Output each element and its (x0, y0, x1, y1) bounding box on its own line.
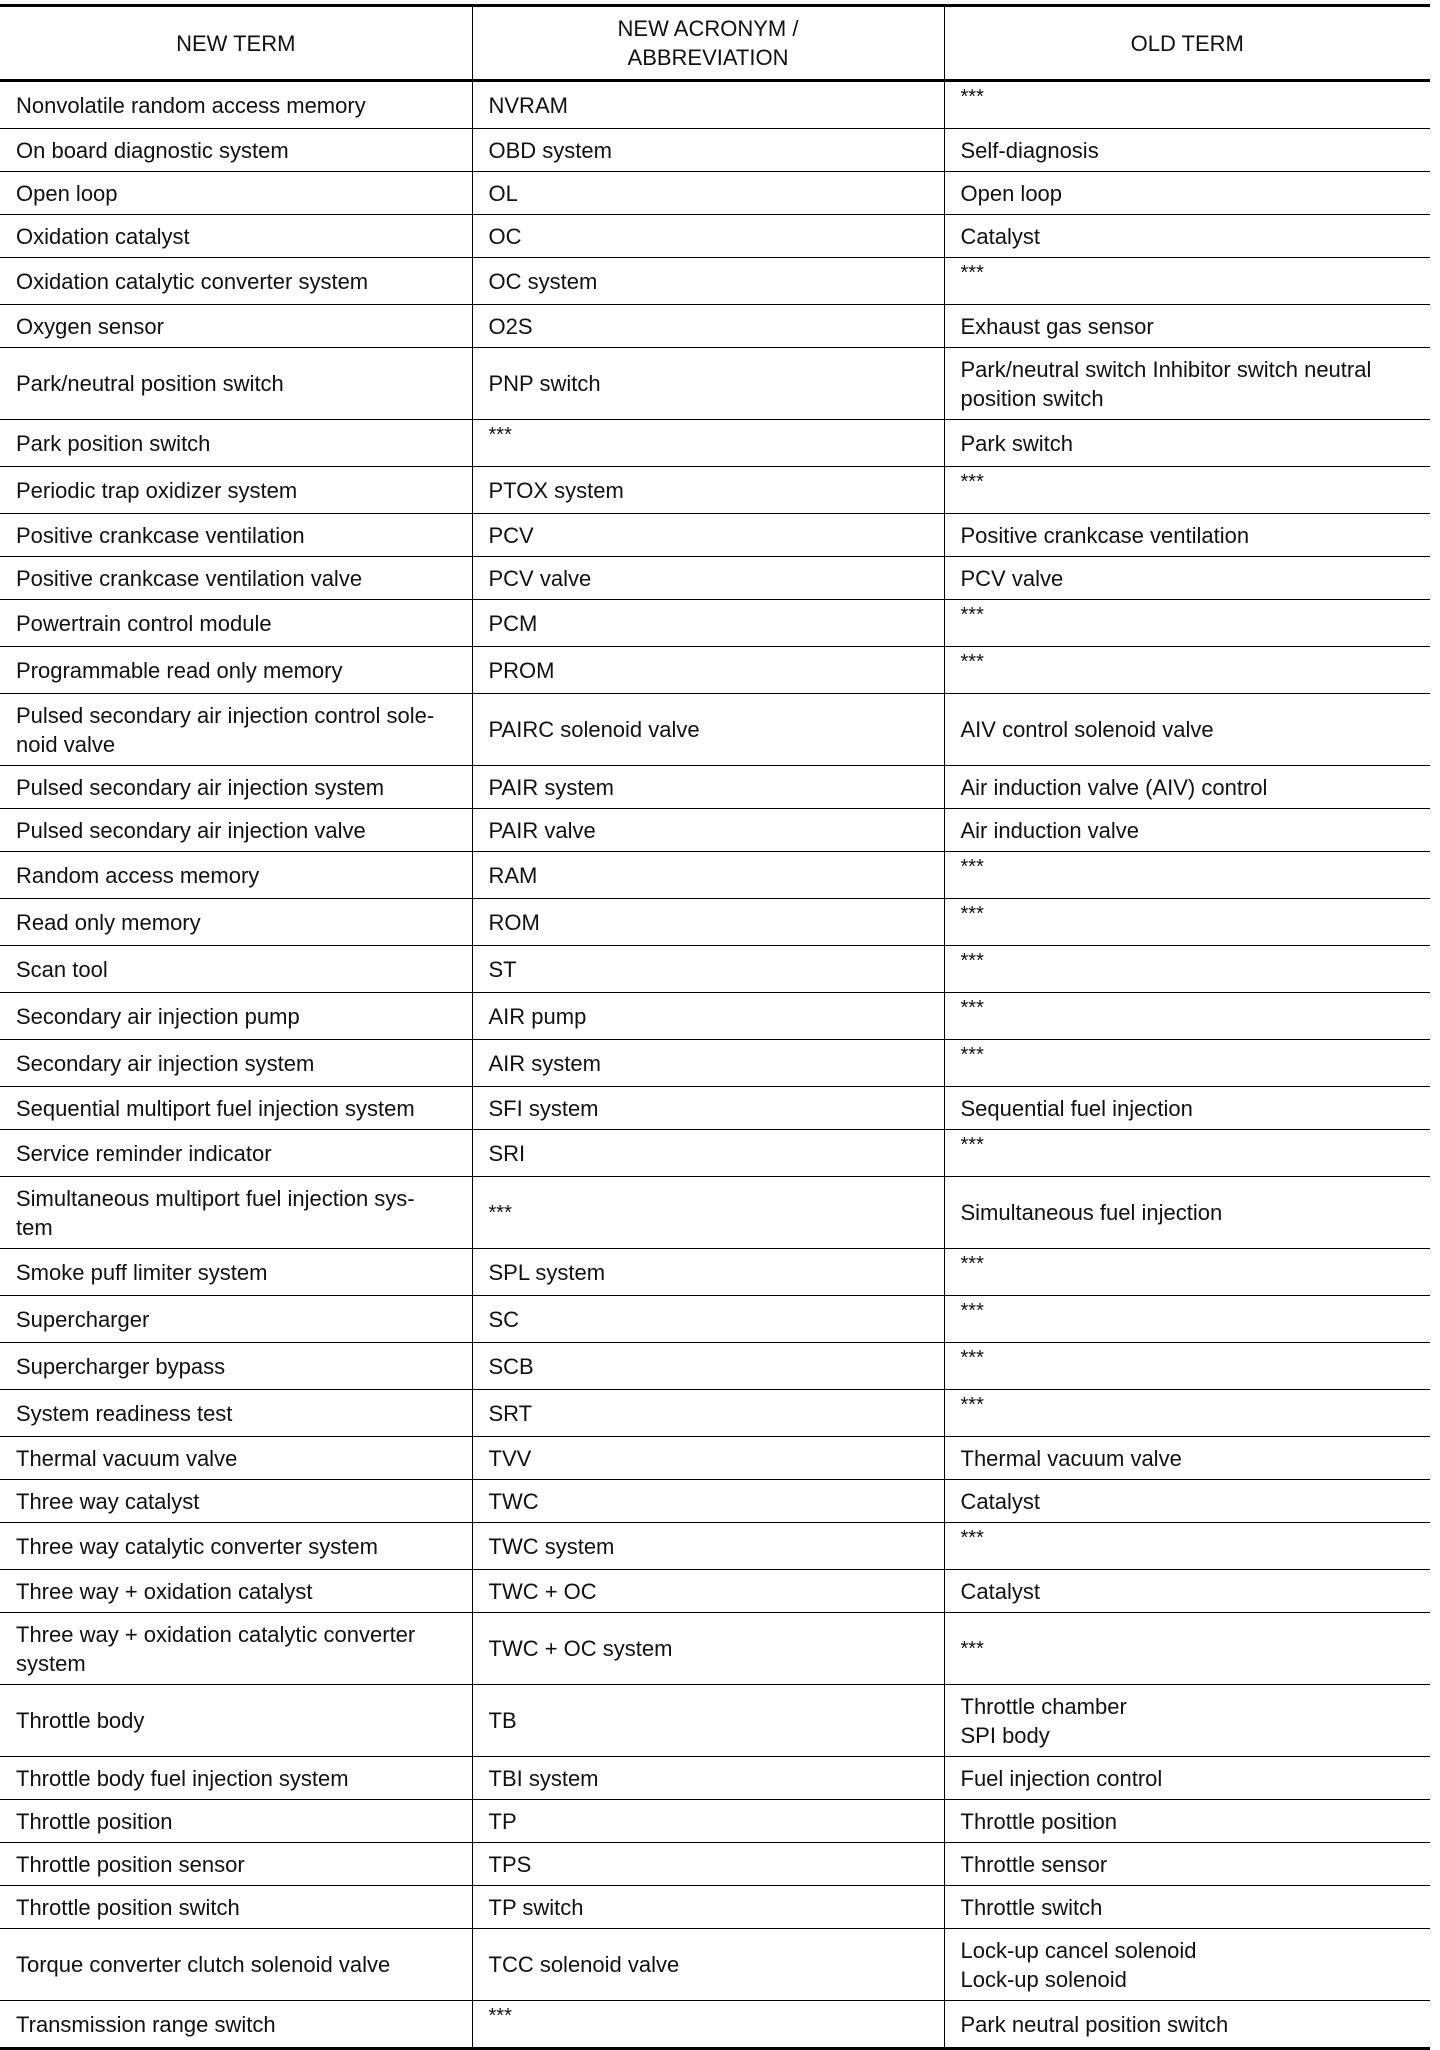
table-row (0, 809, 1430, 852)
acronym-cell: RAM (472, 852, 944, 899)
table-row (0, 993, 1430, 1040)
new-term-cell: Transmission range switch (0, 2001, 472, 2049)
old-term-cell: Park switch (944, 420, 1430, 467)
table-row (0, 1480, 1430, 1523)
table-row (0, 1177, 1430, 1249)
acronym-cell: SC (472, 1296, 944, 1343)
acronym-cell: ROM (472, 899, 944, 946)
new-term-cell: Smoke puff limiter system (0, 1249, 472, 1296)
table-row (0, 467, 1430, 514)
old-term-cell: *** (944, 1343, 1430, 1390)
old-term-cell: Park/neutral switch Inhibitor switch neutral position switch (944, 348, 1430, 420)
table-row (0, 215, 1430, 258)
acronym-cell: OBD system (472, 129, 944, 172)
table-row (0, 600, 1430, 647)
new-term-cell: Park/neutral position switch (0, 348, 472, 420)
acronym-cell: SCB (472, 1343, 944, 1390)
acronym-cell: OC system (472, 258, 944, 305)
old-term-cell: PCV valve (944, 557, 1430, 600)
old-term-cell: *** (944, 993, 1430, 1040)
table-row (0, 1757, 1430, 1800)
table-row (0, 1886, 1430, 1929)
acronym-cell: SRT (472, 1390, 944, 1437)
new-term-cell: Three way + oxidation catalytic converter system (0, 1613, 472, 1685)
header-new-acronym: NEW ACRONYM / ABBREVIATION (472, 6, 944, 81)
table-row (0, 766, 1430, 809)
acronym-cell: TWC + OC (472, 1570, 944, 1613)
new-term-cell: Secondary air injection system (0, 1040, 472, 1087)
new-term-cell: Oxidation catalyst (0, 215, 472, 258)
acronym-cell: TWC (472, 1480, 944, 1523)
new-term-cell: Throttle position sensor (0, 1843, 472, 1886)
acronym-cell: NVRAM (472, 81, 944, 129)
new-term-cell: Programmable read only memory (0, 647, 472, 694)
old-term-cell: Throttle sensor (944, 1843, 1430, 1886)
old-term-cell: *** (944, 946, 1430, 993)
acronym-cell: TB (472, 1685, 944, 1757)
old-term-cell: *** (944, 1390, 1430, 1437)
table-row (0, 514, 1430, 557)
old-term-cell: Air induction valve (944, 809, 1430, 852)
table-body (0, 81, 1430, 2049)
table-row (0, 81, 1430, 129)
acronym-cell: TCC solenoid valve (472, 1929, 944, 2001)
table-row (0, 899, 1430, 946)
old-term-cell: Park neutral position switch (944, 2001, 1430, 2049)
new-term-cell: Throttle position (0, 1800, 472, 1843)
new-term-cell: Oxidation catalytic converter system (0, 258, 472, 305)
new-term-cell: Thermal vacuum valve (0, 1437, 472, 1480)
acronym-cell: PTOX system (472, 467, 944, 514)
new-term-cell: Simultaneous multiport fuel injection sys- tem (0, 1177, 472, 1249)
new-term-cell: Torque converter clutch solenoid valve (0, 1929, 472, 2001)
acronym-cell: PROM (472, 647, 944, 694)
table-row (0, 1390, 1430, 1437)
new-term-cell: Service reminder indicator (0, 1130, 472, 1177)
acronym-cell: TPS (472, 1843, 944, 1886)
table-row (0, 1040, 1430, 1087)
new-term-cell: System readiness test (0, 1390, 472, 1437)
acronym-cell: TVV (472, 1437, 944, 1480)
table-row (0, 1249, 1430, 1296)
acronym-cell: AIR pump (472, 993, 944, 1040)
new-term-cell: Powertrain control module (0, 600, 472, 647)
table-row (0, 647, 1430, 694)
old-term-cell: Sequential fuel injection (944, 1087, 1430, 1130)
new-term-cell: Sequential multiport fuel injection system (0, 1087, 472, 1130)
acronym-cell: SFI system (472, 1087, 944, 1130)
old-term-cell: *** (944, 467, 1430, 514)
new-term-cell: Throttle position switch (0, 1886, 472, 1929)
new-term-cell: Secondary air injection pump (0, 993, 472, 1040)
terms-table (0, 4, 1430, 2050)
acronym-cell: PCV (472, 514, 944, 557)
old-term-cell: Throttle chamber SPI body (944, 1685, 1430, 1757)
acronym-cell: PCM (472, 600, 944, 647)
new-term-cell: Positive crankcase ventilation valve (0, 557, 472, 600)
old-term-cell: AIV control solenoid valve (944, 694, 1430, 766)
old-term-cell: *** (944, 1040, 1430, 1087)
acronym-cell: PAIR valve (472, 809, 944, 852)
old-term-cell: Catalyst (944, 1480, 1430, 1523)
new-term-cell: Pulsed secondary air injection valve (0, 809, 472, 852)
table-row (0, 1613, 1430, 1685)
old-term-cell: *** (944, 1249, 1430, 1296)
old-term-cell: Throttle position (944, 1800, 1430, 1843)
table-row (0, 694, 1430, 766)
table-row (0, 129, 1430, 172)
old-term-cell: Thermal vacuum valve (944, 1437, 1430, 1480)
new-term-cell: Positive crankcase ventilation (0, 514, 472, 557)
header-row (0, 6, 1430, 81)
acronym-cell: PAIR system (472, 766, 944, 809)
acronym-cell: PNP switch (472, 348, 944, 420)
table-row (0, 2001, 1430, 2049)
new-term-cell: Park position switch (0, 420, 472, 467)
old-term-cell: Self-diagnosis (944, 129, 1430, 172)
table-row (0, 1843, 1430, 1886)
header-old-term: OLD TERM (944, 6, 1430, 81)
old-term-cell: Air induction valve (AIV) control (944, 766, 1430, 809)
acronym-cell: PAIRC solenoid valve (472, 694, 944, 766)
old-term-cell: *** (944, 899, 1430, 946)
table-row (0, 1130, 1430, 1177)
table-row (0, 1087, 1430, 1130)
table-row (0, 1523, 1430, 1570)
acronym-cell: AIR system (472, 1040, 944, 1087)
new-term-cell: Throttle body fuel injection system (0, 1757, 472, 1800)
table-row (0, 946, 1430, 993)
acronym-cell: TP switch (472, 1886, 944, 1929)
old-term-cell: *** (944, 647, 1430, 694)
table-row (0, 258, 1430, 305)
acronym-cell: TBI system (472, 1757, 944, 1800)
old-term-cell: Throttle switch (944, 1886, 1430, 1929)
new-term-cell: Three way catalyst (0, 1480, 472, 1523)
old-term-cell: Fuel injection control (944, 1757, 1430, 1800)
table-row (0, 1685, 1430, 1757)
acronym-cell: O2S (472, 305, 944, 348)
acronym-cell: *** (472, 420, 944, 467)
acronym-cell: PCV valve (472, 557, 944, 600)
acronym-cell: SPL system (472, 1249, 944, 1296)
acronym-cell: ST (472, 946, 944, 993)
new-term-cell: Oxygen sensor (0, 305, 472, 348)
new-term-cell: Three way + oxidation catalyst (0, 1570, 472, 1613)
table-row (0, 557, 1430, 600)
new-term-cell: Throttle body (0, 1685, 472, 1757)
acronym-cell: *** (472, 1177, 944, 1249)
old-term-cell: *** (944, 600, 1430, 647)
old-term-cell: Catalyst (944, 1570, 1430, 1613)
old-term-cell: *** (944, 81, 1430, 129)
new-term-cell: Open loop (0, 172, 472, 215)
new-term-cell: Pulsed secondary air injection system (0, 766, 472, 809)
acronym-cell: TWC system (472, 1523, 944, 1570)
old-term-cell: Lock-up cancel solenoid Lock-up solenoid (944, 1929, 1430, 2001)
old-term-cell: *** (944, 1130, 1430, 1177)
new-term-cell: On board diagnostic system (0, 129, 472, 172)
old-term-cell: Catalyst (944, 215, 1430, 258)
table-row (0, 1296, 1430, 1343)
new-term-cell: Nonvolatile random access memory (0, 81, 472, 129)
acronym-cell: *** (472, 2001, 944, 2049)
table-row (0, 1343, 1430, 1390)
old-term-cell: Positive crankcase ventilation (944, 514, 1430, 557)
old-term-cell: *** (944, 1296, 1430, 1343)
table-row (0, 420, 1430, 467)
table-row (0, 1437, 1430, 1480)
old-term-cell: *** (944, 258, 1430, 305)
new-term-cell: Periodic trap oxidizer system (0, 467, 472, 514)
acronym-cell: SRI (472, 1130, 944, 1177)
old-term-cell: Exhaust gas sensor (944, 305, 1430, 348)
table-row (0, 1800, 1430, 1843)
new-term-cell: Scan tool (0, 946, 472, 993)
header-new-term: NEW TERM (0, 6, 472, 81)
old-term-cell: *** (944, 852, 1430, 899)
table-row (0, 852, 1430, 899)
new-term-cell: Pulsed secondary air injection control sole- noid valve (0, 694, 472, 766)
new-term-cell: Supercharger (0, 1296, 472, 1343)
old-term-cell: Simultaneous fuel injection (944, 1177, 1430, 1249)
acronym-cell: OC (472, 215, 944, 258)
table-row (0, 348, 1430, 420)
new-term-cell: Three way catalytic converter system (0, 1523, 472, 1570)
old-term-cell: *** (944, 1523, 1430, 1570)
table-row (0, 1570, 1430, 1613)
acronym-cell: TWC + OC system (472, 1613, 944, 1685)
old-term-cell: *** (944, 1613, 1430, 1685)
new-term-cell: Random access memory (0, 852, 472, 899)
new-term-cell: Read only memory (0, 899, 472, 946)
acronym-cell: TP (472, 1800, 944, 1843)
table-row (0, 305, 1430, 348)
acronym-cell: OL (472, 172, 944, 215)
table-row (0, 172, 1430, 215)
old-term-cell: Open loop (944, 172, 1430, 215)
table-header (0, 6, 1430, 81)
table-row (0, 1929, 1430, 2001)
new-term-cell: Supercharger bypass (0, 1343, 472, 1390)
